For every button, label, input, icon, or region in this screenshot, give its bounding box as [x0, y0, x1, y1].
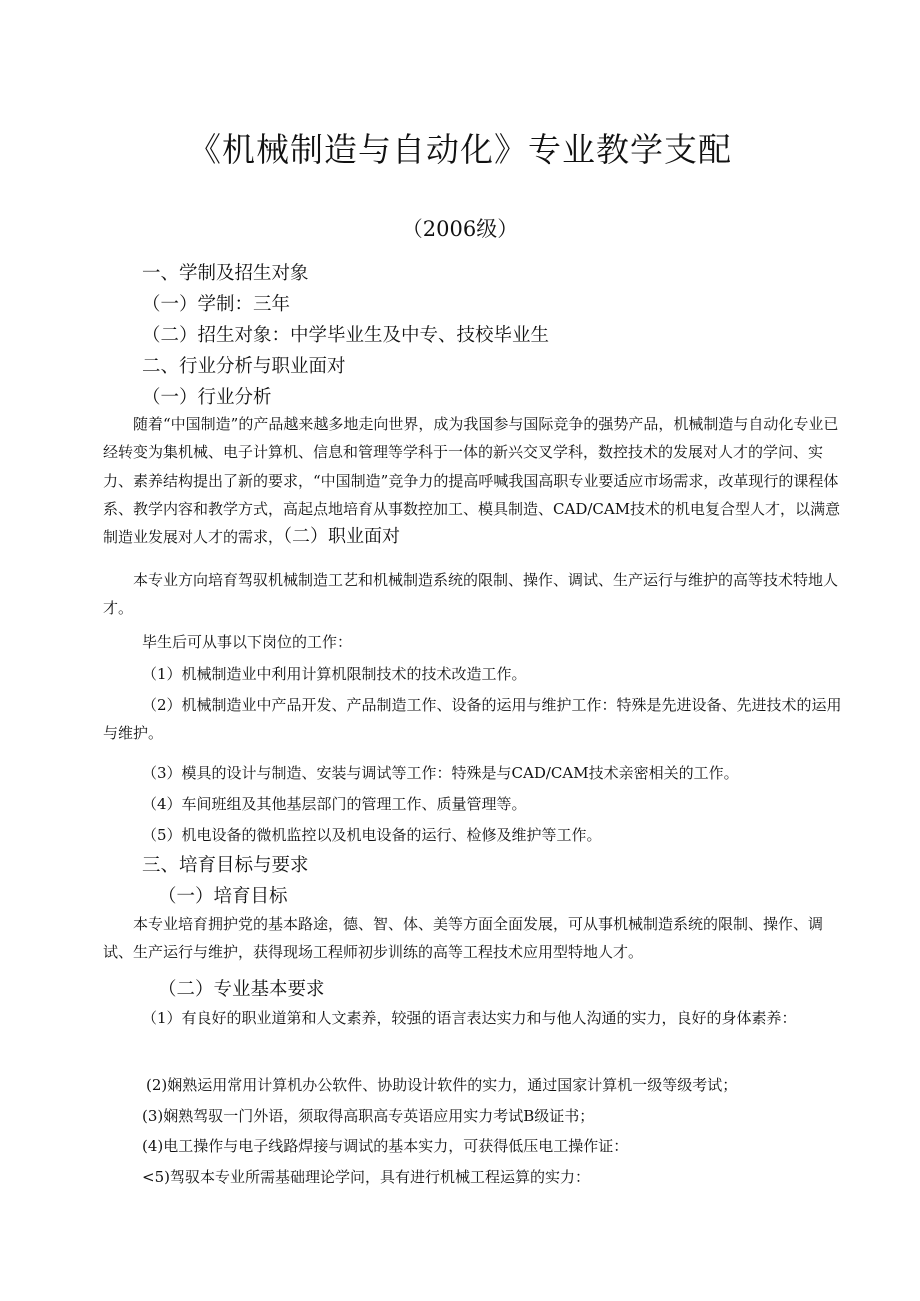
career-item-3: （3）模具的设计与制造、安装与调试等工作：特殊是与CAD/CAM技术亲密相关的工作。	[142, 764, 739, 782]
requirement-item-3: (3)娴熟驾驭一门外语，须取得高职高专英语应用实力考试B级证书；	[142, 1107, 595, 1125]
section-2-heading: 二、行业分析与职业面对	[142, 356, 346, 377]
career-intro: 毕生后可从事以下岗位的工作：	[142, 633, 353, 651]
section-3-1-heading: （一）培育目标	[158, 886, 288, 907]
career-item-4: （4）车间班组及其他基层部门的管理工作、质量管理等。	[142, 795, 527, 813]
section-2-2-heading: （二）职业面对	[283, 526, 401, 548]
industry-analysis-paragraph	[103, 410, 845, 551]
career-item-1: （1）机械制造业中利用计算机限制技术的技术改造工作。	[142, 665, 527, 683]
section-1-1-heading: （一）学制：三年	[142, 294, 291, 315]
section-2-1-heading: （一）行业分析	[142, 387, 272, 408]
document-title: 《机械制造与自动化》专业教学支配	[188, 130, 732, 169]
section-3-2-heading: （二）专业基本要求	[158, 979, 325, 1000]
section-1-heading: 一、学制及招生对象	[142, 263, 309, 284]
requirement-item-5: <5)驾驭本专业所需基础理论学问，具有进行机械工程运算的实力：	[142, 1168, 590, 1186]
requirement-item-1: （1）有良好的职业道第和人文素养，较强的语言表达实力和与他人沟通的实力，良好的身体素养：	[142, 1009, 797, 1027]
career-item-5: （5）机电设备的微机监控以及机电设备的运行、检修及维护等工作。	[142, 826, 602, 844]
section-1-2-heading: （二）招生对象：中学毕业生及中专、技校毕业生	[142, 325, 550, 346]
career-paragraph: 本专业方向培育驾驭机械制造工艺和机械制造系统的限制、操作、调试、生产运行与维护的高等技术特地人才。	[103, 571, 839, 618]
document-subtitle: （2006级）	[401, 217, 519, 241]
industry-analysis-text: 随着“中国制造”的产品越来越多地走向世界，成为我国参与国际竞争的强势产品，机械制造与自动化专业已经转变为集机械、电子计算机、信息和管理等学科于一体的新兴交叉学科，数控技术的发展对人才的学问、实力、素养结构提出了新的要求，“中国制造”竞争力的提高呼喊我国高职专业要适应市场需求，改革现行的课程体系、教学内容和教学方式，高起点地培育从事数控加工、模具制造、CAD/CAM技术的机电复合型人才，以满意制造业发展对人才的需求，	[103, 415, 841, 547]
training-goal-paragraph: 本专业培育拥护党的基本路途，德、智、体、美等方面全面发展，可从事机械制造系统的限制、操作、调试、生产运行与维护，获得现场工程师初步训练的高等工程技术应用型特地人才。	[103, 915, 824, 962]
section-3-heading: 三、培育目标与要求	[142, 855, 309, 876]
career-item-2: （2）机械制造业中产品开发、产品制造工作、设备的运用与维护工作：特殊是先进设备、先进技术的运用与维护。	[103, 696, 842, 743]
requirement-item-2: (2)娴熟运用常用计算机办公软件、协助设计软件的实力，通过国家计算机一级等级考试；	[146, 1076, 738, 1094]
requirement-item-4: (4)电工操作与电子线路焊接与调试的基本实力，可获得低压电工操作证：	[142, 1137, 629, 1155]
